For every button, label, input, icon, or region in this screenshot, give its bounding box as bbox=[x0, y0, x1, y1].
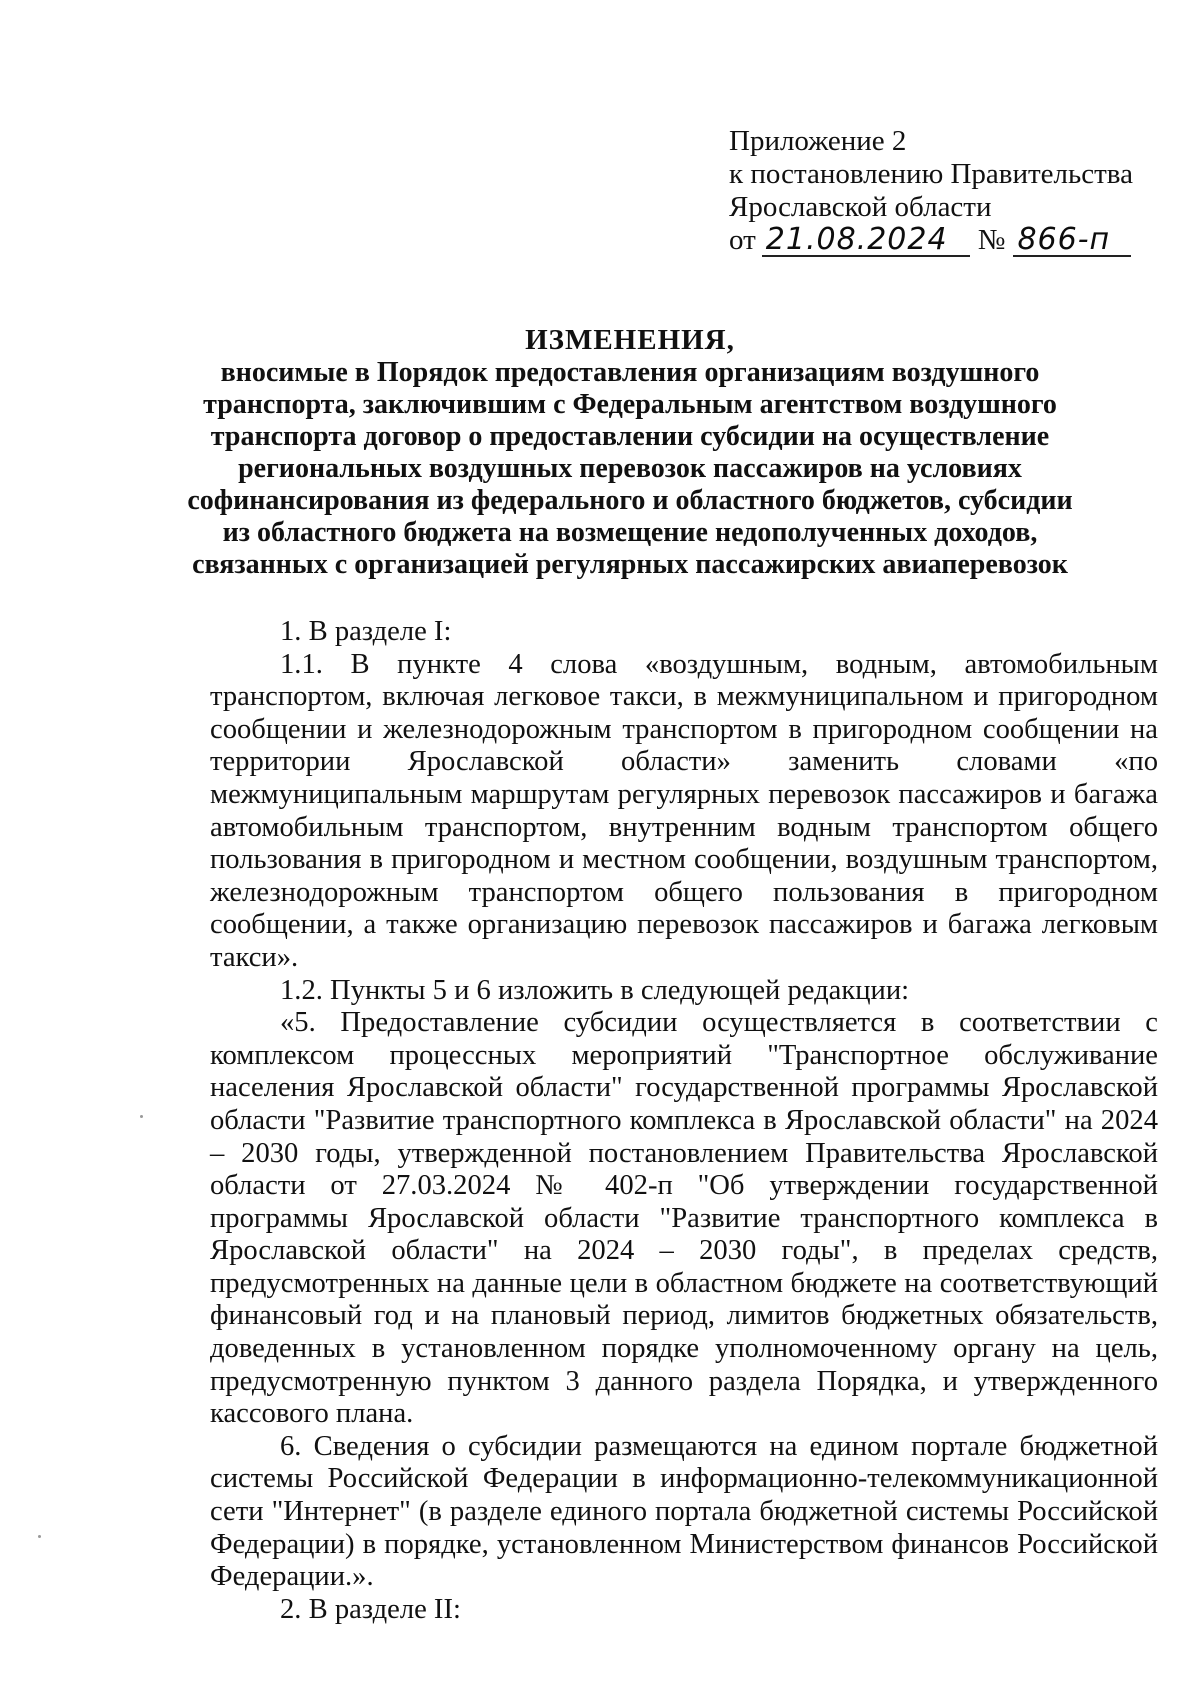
subtitle-line: из областного бюджета на возмещение недополученных доходов, bbox=[222, 517, 1038, 548]
document-title: ИЗМЕНЕНИЯ, bbox=[525, 324, 735, 356]
attachment-title: Приложение 2 bbox=[729, 125, 907, 157]
paragraph-1-2: 1.2. Пункты 5 и 6 изложить в следующей редакции: bbox=[280, 974, 910, 1006]
scan-speck bbox=[38, 1535, 41, 1538]
document-title-block bbox=[150, 323, 1110, 581]
document-body bbox=[210, 616, 1158, 1626]
handwritten-number: 866-п bbox=[1013, 225, 1131, 257]
subtitle-line: транспорта, заключившим с Федеральным агентством воздушного bbox=[203, 389, 1057, 420]
handwritten-date: 21.08.2024 bbox=[762, 225, 970, 257]
document-subtitle bbox=[150, 357, 1110, 581]
paragraph-point-5: «5. Предоставление субсидии осуществляется в соответствии с комплексом процессных мероприятий "Транспортное обслуживание населения Ярославской области" государственной программы Ярославской области "Развитие транспортного комплекса в Ярославской области" на 2024 – 2030 годы, утвержденной постановлением Правительства Ярославской области от 27.03.2024 № 402-п "Об утверждении государственной программы Ярославской области "Развитие транспортного комплекса в Ярославской области" на 2024 – 2030 годы", в пределах средств, предусмотренных на данные цели в областном бюджете на соответствующий финансовый год и на плановый период, лимитов бюджетных обязательств, доведенных в установленном порядке уполномоченному органу на цель, предусмотренную пунктом 3 данного раздела Порядка, и утвержденного кассового плана. bbox=[210, 1007, 1158, 1430]
paragraph-section-1: 1. В разделе I: bbox=[280, 616, 452, 647]
attachment-reference: к постановлению Правительства bbox=[729, 158, 1133, 190]
subtitle-line: вносимые в Порядок предоставления организациям воздушного bbox=[220, 357, 1040, 388]
subtitle-line: региональных воздушных перевозок пассажиров на условиях bbox=[238, 453, 1022, 484]
paragraph-1-1: 1.1. В пункте 4 слова «воздушным, водным, автомобильным транспортом, включая легковое такси, в межмуниципальном и пригородном сообщении и железнодорожным транспортом в пригородном сообщении на территории Ярославской области» заменить словами «по межмуниципальным маршрутам регулярных перевозок пассажиров и багажа автомобильным транспортом, внутренним водным транспортом общего пользования в пригородном и местном сообщении, воздушным транспортом, железнодорожным транспортом общего пользования в пригородном сообщении, а также организацию перевозок пассажиров и багажа легковым такси». bbox=[210, 648, 1158, 973]
subtitle-line: связанных с организацией регулярных пассажирских авиаперевозок bbox=[192, 549, 1068, 580]
subtitle-line: транспорта договор о предоставлении субсидии на осуществление bbox=[210, 421, 1050, 452]
attachment-block bbox=[729, 125, 1133, 257]
attachment-date-number bbox=[729, 224, 1133, 257]
subtitle-line: софинансирования из федерального и областного бюджетов, субсидии bbox=[187, 485, 1073, 516]
paragraph-section-2: 2. В разделе II: bbox=[280, 1593, 461, 1625]
scan-speck bbox=[140, 1115, 143, 1118]
paragraph-point-6: 6. Сведения о субсидии размещаются на едином портале бюджетной системы Российской Федерации в информационно-телекоммуникационной сети "Интернет" (в разделе единого портала бюджетной системы Российской Федерации) в порядке, установленном Министерством финансов Российской Федерации.». bbox=[210, 1430, 1158, 1593]
date-prefix: от bbox=[729, 224, 756, 256]
number-prefix: № bbox=[977, 224, 1006, 256]
attachment-region: Ярославской области bbox=[729, 191, 992, 223]
